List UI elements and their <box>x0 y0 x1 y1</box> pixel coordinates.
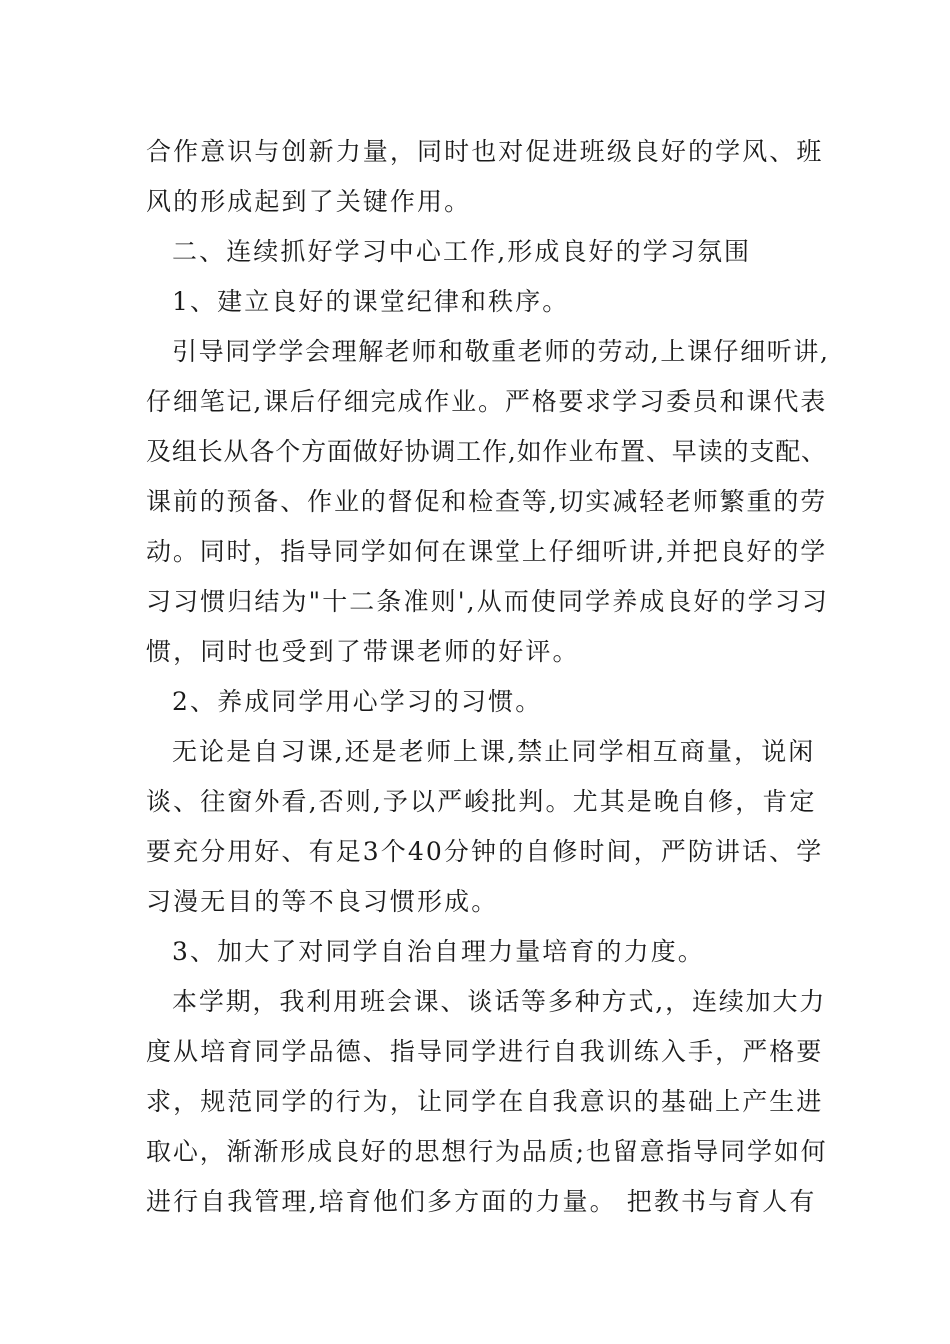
text-line: 引导同学学会理解老师和敬重老师的劳动,上课仔细听讲, <box>172 337 830 366</box>
subsection-heading: 1、建立良好的课堂纪律和秩序。 <box>172 287 570 316</box>
text-line: 度从培育同学品德、指导同学进行自我训练入手，严格要 <box>146 1037 824 1066</box>
text-line: 取心，渐渐形成良好的思想行为品质;也留意指导同学如何 <box>146 1137 828 1166</box>
text-line: 习习惯归结为"十二条准则',从而使同学养成良好的学习习 <box>146 587 830 616</box>
text-line: 谈、往窗外看,否则,予以严峻批判。尤其是晚自修，肯定 <box>146 787 817 816</box>
text-line: 及组长从各个方面做好协调工作,如作业布置、早读的支配、 <box>146 437 827 466</box>
text-line: 风的形成起到了关键作用。 <box>146 187 472 216</box>
text-line: 习漫无目的等不良习惯形成。 <box>146 887 499 916</box>
text-line: 动。同时，指导同学如何在课堂上仔细听讲,并把良好的学 <box>146 537 828 566</box>
section-heading: 二、连续抓好学习中心工作,形成良好的学习氛围 <box>172 237 752 266</box>
text-line: 惯，同时也受到了带课老师的好评。 <box>146 637 580 666</box>
text-line: 课前的预备、作业的督促和检查等,切实减轻老师繁重的劳 <box>146 487 828 516</box>
text-line: 进行自我管理,培育他们多方面的力量。 把教书与育人有 <box>146 1187 817 1216</box>
subsection-heading: 2、养成同学用心学习的习惯。 <box>172 687 543 716</box>
text-line: 仔细笔记,课后仔细完成作业。严格要求学习委员和课代表 <box>146 387 828 416</box>
subsection-heading: 3、加大了对同学自治自理力量培育的力度。 <box>172 937 705 966</box>
text-line: 无论是自习课,还是老师上课,禁止同学相互商量，说闲 <box>172 737 816 766</box>
text-line: 要充分用好、有足3个40分钟的自修时间，严防讲话、学 <box>146 837 824 866</box>
text-line: 求，规范同学的行为，让同学在自我意识的基础上产生进 <box>146 1087 824 1116</box>
text-line: 合作意识与创新力量，同时也对促进班级良好的学风、班 <box>146 137 824 166</box>
text-line: 本学期，我利用班会课、谈话等多种方式,，连续加大力 <box>172 987 827 1016</box>
